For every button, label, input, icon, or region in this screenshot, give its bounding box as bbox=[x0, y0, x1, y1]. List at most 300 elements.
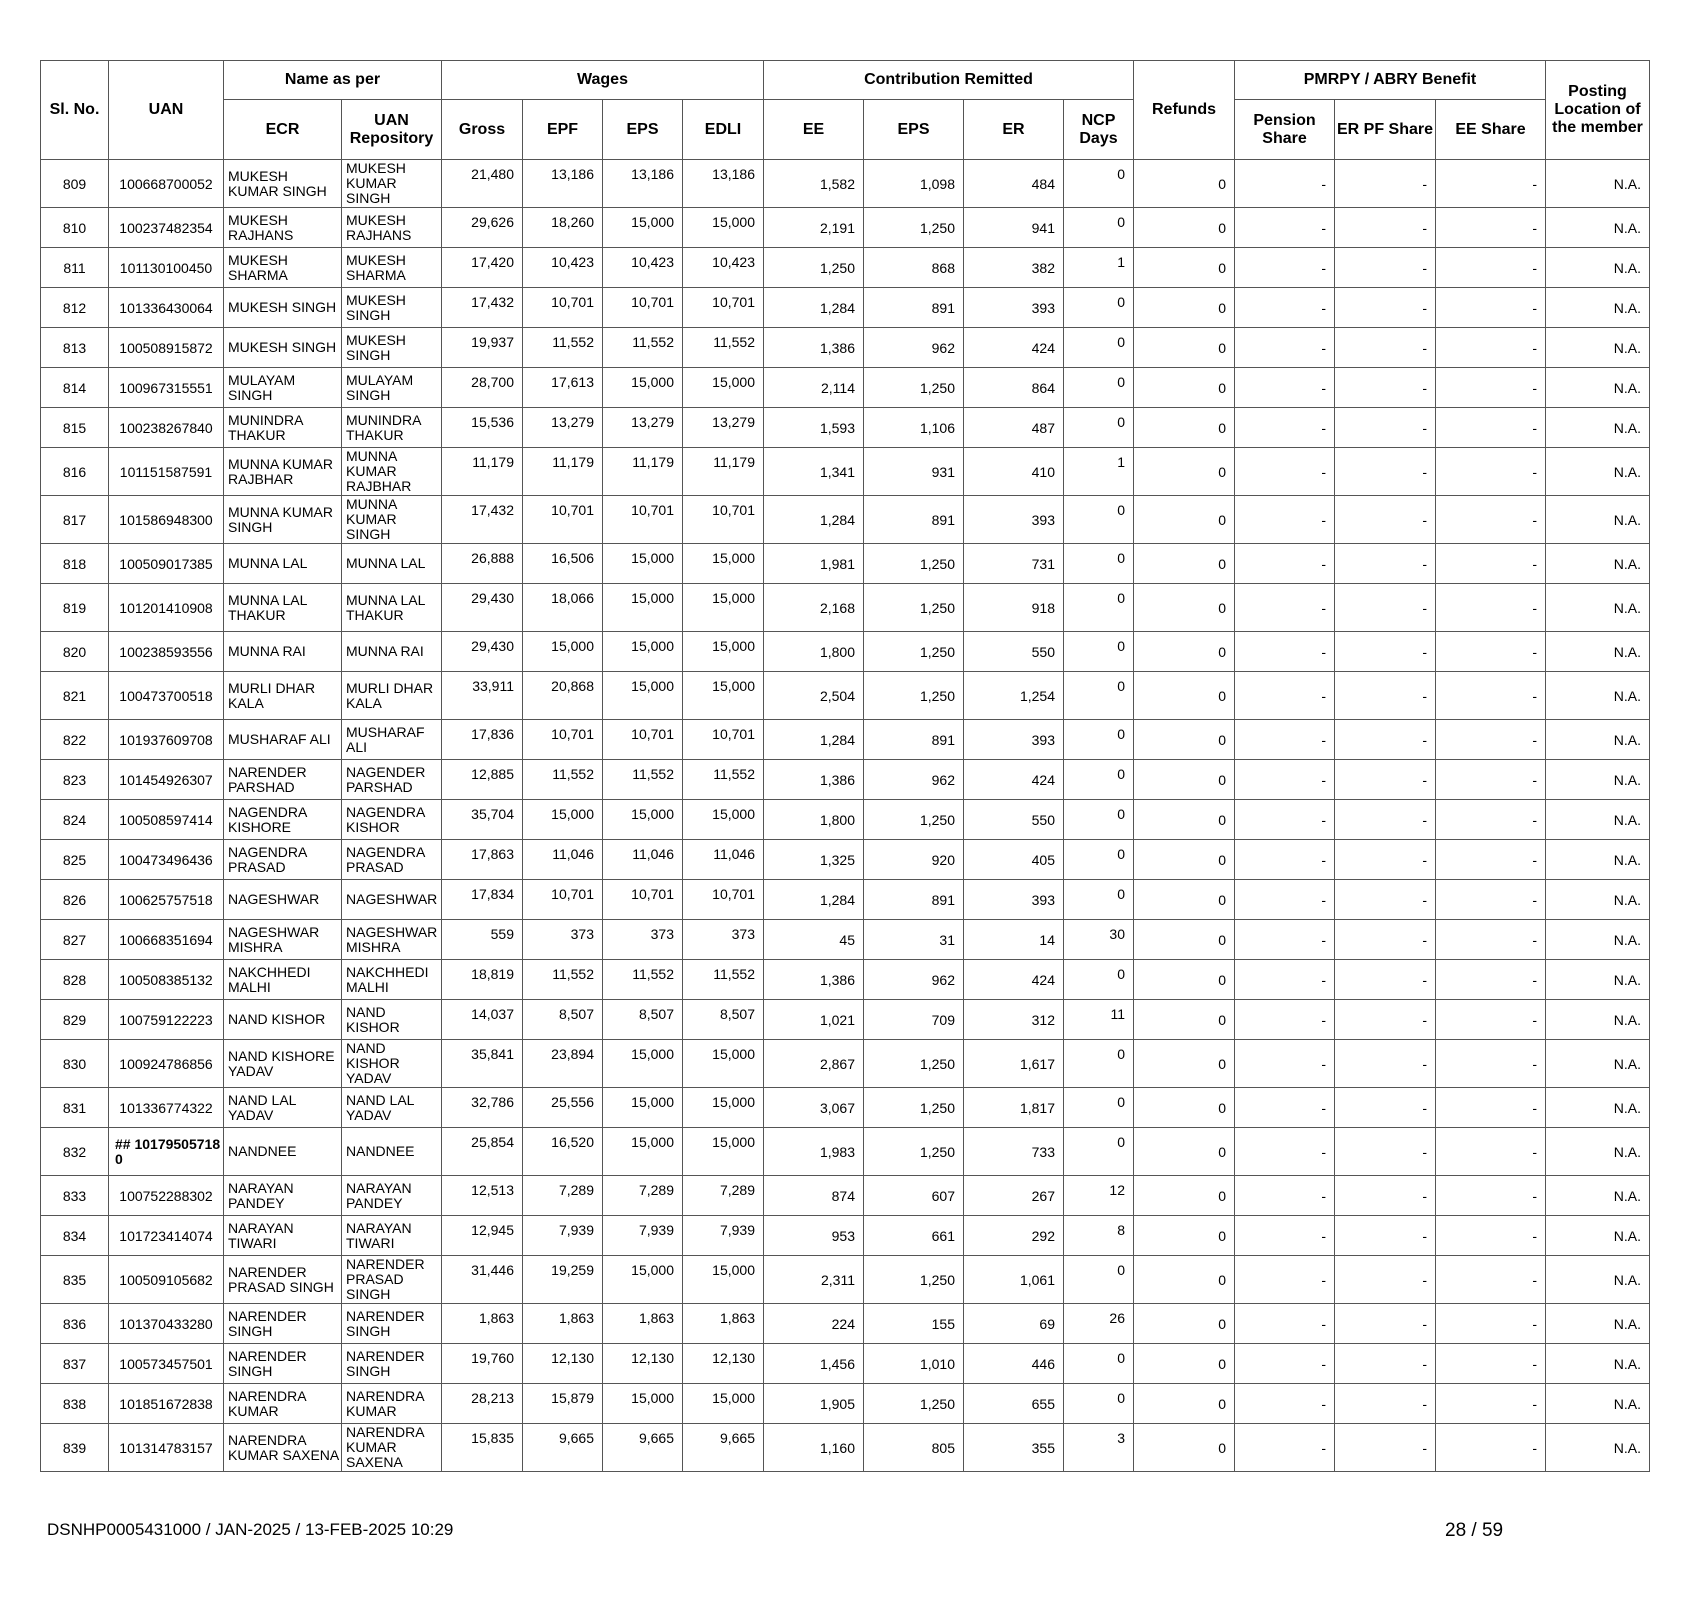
cell-er-pf-share: - bbox=[1335, 920, 1436, 960]
cell-name-uan-repository: MUNNA LAL bbox=[342, 544, 442, 584]
cell-eps-contribution: 1,250 bbox=[864, 1128, 964, 1176]
cell-pension-share: - bbox=[1235, 248, 1335, 288]
cell-sl-no: 831 bbox=[41, 1088, 109, 1128]
cell-name-uan-repository: NARENDRA KUMAR SAXENA bbox=[342, 1424, 442, 1472]
cell-gross: 28,213 bbox=[442, 1384, 523, 1424]
cell-ee-share: - bbox=[1436, 584, 1546, 632]
table-row bbox=[41, 408, 1650, 448]
cell-posting-location: N.A. bbox=[1546, 1344, 1650, 1384]
cell-name-uan-repository: NARAYAN PANDEY bbox=[342, 1176, 442, 1216]
cell-refunds: 0 bbox=[1134, 920, 1235, 960]
cell-name-uan-repository: NAND KISHOR bbox=[342, 1000, 442, 1040]
cell-ee: 2,311 bbox=[764, 1256, 864, 1304]
cell-pension-share: - bbox=[1235, 328, 1335, 368]
cell-pension-share: - bbox=[1235, 1304, 1335, 1344]
cell-refunds: 0 bbox=[1134, 672, 1235, 720]
cell-sl-no: 832 bbox=[41, 1128, 109, 1176]
cell-ee: 1,800 bbox=[764, 800, 864, 840]
cell-pension-share: - bbox=[1235, 920, 1335, 960]
cell-er-pf-share: - bbox=[1335, 632, 1436, 672]
cell-sl-no: 833 bbox=[41, 1176, 109, 1216]
cell-eps-contribution: 962 bbox=[864, 960, 964, 1000]
cell-refunds: 0 bbox=[1134, 408, 1235, 448]
cell-ee: 1,386 bbox=[764, 328, 864, 368]
cell-sl-no: 834 bbox=[41, 1216, 109, 1256]
cell-uan: 101130100450 bbox=[109, 248, 224, 288]
cell-eps: 11,552 bbox=[603, 760, 683, 800]
cell-gross: 17,420 bbox=[442, 248, 523, 288]
cell-uan: 100668700052 bbox=[109, 160, 224, 208]
cell-pension-share: - bbox=[1235, 1128, 1335, 1176]
cell-refunds: 0 bbox=[1134, 1128, 1235, 1176]
cell-eps: 15,000 bbox=[603, 1040, 683, 1088]
cell-gross: 19,760 bbox=[442, 1344, 523, 1384]
cell-edli: 11,179 bbox=[683, 448, 764, 496]
cell-ee-share: - bbox=[1436, 288, 1546, 328]
cell-name-uan-repository: NANDNEE bbox=[342, 1128, 442, 1176]
cell-ee-share: - bbox=[1436, 160, 1546, 208]
cell-er-pf-share: - bbox=[1335, 408, 1436, 448]
cell-ncp-days: 0 bbox=[1064, 760, 1134, 800]
cell-eps-contribution: 1,250 bbox=[864, 208, 964, 248]
header-pension-share: Pension Share bbox=[1235, 100, 1335, 160]
cell-eps: 15,000 bbox=[603, 1128, 683, 1176]
table-row bbox=[41, 1040, 1650, 1088]
cell-ee: 1,456 bbox=[764, 1344, 864, 1384]
cell-er-pf-share: - bbox=[1335, 248, 1436, 288]
cell-eps: 15,000 bbox=[603, 544, 683, 584]
cell-name-ecr: NANDNEE bbox=[224, 1128, 342, 1176]
cell-name-ecr: MUNNA KUMAR SINGH bbox=[224, 496, 342, 544]
cell-posting-location: N.A. bbox=[1546, 720, 1650, 760]
cell-posting-location: N.A. bbox=[1546, 800, 1650, 840]
table-row bbox=[41, 800, 1650, 840]
cell-eps: 11,046 bbox=[603, 840, 683, 880]
cell-pension-share: - bbox=[1235, 1256, 1335, 1304]
cell-sl-no: 812 bbox=[41, 288, 109, 328]
cell-sl-no: 825 bbox=[41, 840, 109, 880]
cell-er-pf-share: - bbox=[1335, 368, 1436, 408]
cell-er-pf-share: - bbox=[1335, 496, 1436, 544]
table-row bbox=[41, 584, 1650, 632]
cell-refunds: 0 bbox=[1134, 1304, 1235, 1344]
cell-pension-share: - bbox=[1235, 672, 1335, 720]
header-er-pf-share: ER PF Share bbox=[1335, 100, 1436, 160]
cell-eps-contribution: 1,250 bbox=[864, 672, 964, 720]
cell-er: 424 bbox=[964, 760, 1064, 800]
cell-refunds: 0 bbox=[1134, 840, 1235, 880]
cell-er-pf-share: - bbox=[1335, 960, 1436, 1000]
cell-ee: 2,114 bbox=[764, 368, 864, 408]
table-row bbox=[41, 1216, 1650, 1256]
cell-gross: 1,863 bbox=[442, 1304, 523, 1344]
cell-name-ecr: NAGENDRA PRASAD bbox=[224, 840, 342, 880]
cell-epf: 10,701 bbox=[523, 880, 603, 920]
table-row bbox=[41, 368, 1650, 408]
cell-gross: 12,945 bbox=[442, 1216, 523, 1256]
cell-name-uan-repository: NARENDER PRASAD SINGH bbox=[342, 1256, 442, 1304]
cell-ee-share: - bbox=[1436, 1344, 1546, 1384]
cell-pension-share: - bbox=[1235, 584, 1335, 632]
cell-pension-share: - bbox=[1235, 544, 1335, 584]
cell-ncp-days: 11 bbox=[1064, 1000, 1134, 1040]
cell-ee-share: - bbox=[1436, 960, 1546, 1000]
cell-ncp-days: 0 bbox=[1064, 1128, 1134, 1176]
cell-edli: 15,000 bbox=[683, 544, 764, 584]
cell-edli: 1,863 bbox=[683, 1304, 764, 1344]
cell-name-ecr: NAND LAL YADAV bbox=[224, 1088, 342, 1128]
cell-name-ecr: NAGESHWAR MISHRA bbox=[224, 920, 342, 960]
cell-eps: 1,863 bbox=[603, 1304, 683, 1344]
cell-ee: 953 bbox=[764, 1216, 864, 1256]
cell-ncp-days: 0 bbox=[1064, 1256, 1134, 1304]
cell-ncp-days: 30 bbox=[1064, 920, 1134, 960]
cell-eps-contribution: 1,250 bbox=[864, 1088, 964, 1128]
cell-refunds: 0 bbox=[1134, 328, 1235, 368]
cell-er: 393 bbox=[964, 880, 1064, 920]
cell-epf: 15,000 bbox=[523, 800, 603, 840]
cell-pension-share: - bbox=[1235, 960, 1335, 1000]
cell-gross: 19,937 bbox=[442, 328, 523, 368]
cell-sl-no: 829 bbox=[41, 1000, 109, 1040]
cell-ee: 1,021 bbox=[764, 1000, 864, 1040]
cell-er-pf-share: - bbox=[1335, 720, 1436, 760]
cell-pension-share: - bbox=[1235, 800, 1335, 840]
cell-epf: 20,868 bbox=[523, 672, 603, 720]
cell-sl-no: 823 bbox=[41, 760, 109, 800]
cell-posting-location: N.A. bbox=[1546, 1256, 1650, 1304]
cell-name-ecr: NAGENDRA KISHORE bbox=[224, 800, 342, 840]
cell-name-ecr: NAND KISHORE YADAV bbox=[224, 1040, 342, 1088]
header-contribution-remitted: Contribution Remitted bbox=[764, 61, 1134, 100]
cell-sl-no: 835 bbox=[41, 1256, 109, 1304]
header-gross: Gross bbox=[442, 100, 523, 160]
cell-posting-location: N.A. bbox=[1546, 248, 1650, 288]
table-row bbox=[41, 880, 1650, 920]
cell-name-uan-repository: NAGENDRA PRASAD bbox=[342, 840, 442, 880]
table-body bbox=[41, 160, 1650, 1472]
cell-ee-share: - bbox=[1436, 408, 1546, 448]
cell-eps-contribution: 31 bbox=[864, 920, 964, 960]
cell-pension-share: - bbox=[1235, 1000, 1335, 1040]
cell-ncp-days: 0 bbox=[1064, 368, 1134, 408]
cell-ncp-days: 0 bbox=[1064, 1040, 1134, 1088]
cell-name-uan-repository: NARENDER SINGH bbox=[342, 1304, 442, 1344]
cell-name-uan-repository: NAKCHHEDI MALHI bbox=[342, 960, 442, 1000]
cell-er-pf-share: - bbox=[1335, 1304, 1436, 1344]
header-sl-no: Sl. No. bbox=[41, 61, 109, 160]
cell-eps-contribution: 962 bbox=[864, 760, 964, 800]
cell-er: 410 bbox=[964, 448, 1064, 496]
cell-er-pf-share: - bbox=[1335, 328, 1436, 368]
cell-name-ecr: MUNINDRA THAKUR bbox=[224, 408, 342, 448]
cell-ee: 45 bbox=[764, 920, 864, 960]
cell-name-ecr: NARENDRA KUMAR SAXENA bbox=[224, 1424, 342, 1472]
cell-ee: 1,386 bbox=[764, 760, 864, 800]
cell-gross: 12,513 bbox=[442, 1176, 523, 1216]
table-row bbox=[41, 672, 1650, 720]
cell-refunds: 0 bbox=[1134, 1000, 1235, 1040]
header-eps: EPS bbox=[603, 100, 683, 160]
cell-pension-share: - bbox=[1235, 448, 1335, 496]
cell-posting-location: N.A. bbox=[1546, 1000, 1650, 1040]
cell-posting-location: N.A. bbox=[1546, 496, 1650, 544]
cell-ee: 1,325 bbox=[764, 840, 864, 880]
cell-er: 424 bbox=[964, 960, 1064, 1000]
cell-ee-share: - bbox=[1436, 1384, 1546, 1424]
cell-edli: 13,186 bbox=[683, 160, 764, 208]
cell-name-ecr: MUKESH SINGH bbox=[224, 328, 342, 368]
table-row bbox=[41, 720, 1650, 760]
cell-er: 292 bbox=[964, 1216, 1064, 1256]
cell-er-pf-share: - bbox=[1335, 1000, 1436, 1040]
cell-pension-share: - bbox=[1235, 160, 1335, 208]
cell-edli: 10,701 bbox=[683, 496, 764, 544]
header-name-as-per: Name as per bbox=[224, 61, 442, 100]
cell-epf: 13,279 bbox=[523, 408, 603, 448]
header-pmrpy-abry: PMRPY / ABRY Benefit bbox=[1235, 61, 1546, 100]
cell-gross: 29,430 bbox=[442, 584, 523, 632]
table-row bbox=[41, 1384, 1650, 1424]
cell-pension-share: - bbox=[1235, 288, 1335, 328]
cell-posting-location: N.A. bbox=[1546, 288, 1650, 328]
cell-posting-location: N.A. bbox=[1546, 840, 1650, 880]
cell-edli: 10,701 bbox=[683, 720, 764, 760]
cell-epf: 7,939 bbox=[523, 1216, 603, 1256]
cell-ee-share: - bbox=[1436, 880, 1546, 920]
cell-posting-location: N.A. bbox=[1546, 632, 1650, 672]
cell-ncp-days: 0 bbox=[1064, 544, 1134, 584]
cell-name-uan-repository: MUKESH KUMAR SINGH bbox=[342, 160, 442, 208]
cell-gross: 33,911 bbox=[442, 672, 523, 720]
table-row bbox=[41, 1000, 1650, 1040]
cell-eps: 11,552 bbox=[603, 960, 683, 1000]
cell-gross: 14,037 bbox=[442, 1000, 523, 1040]
cell-uan: 100759122223 bbox=[109, 1000, 224, 1040]
cell-ee: 2,168 bbox=[764, 584, 864, 632]
cell-er-pf-share: - bbox=[1335, 1256, 1436, 1304]
cell-eps-contribution: 962 bbox=[864, 328, 964, 368]
cell-posting-location: N.A. bbox=[1546, 448, 1650, 496]
cell-pension-share: - bbox=[1235, 1088, 1335, 1128]
cell-uan: 101314783157 bbox=[109, 1424, 224, 1472]
cell-ee-share: - bbox=[1436, 840, 1546, 880]
cell-er-pf-share: - bbox=[1335, 1216, 1436, 1256]
cell-eps-contribution: 920 bbox=[864, 840, 964, 880]
cell-name-uan-repository: MURLI DHAR KALA bbox=[342, 672, 442, 720]
cell-epf: 16,520 bbox=[523, 1128, 603, 1176]
cell-ee: 1,341 bbox=[764, 448, 864, 496]
table-row bbox=[41, 1344, 1650, 1384]
cell-gross: 26,888 bbox=[442, 544, 523, 584]
cell-ee: 2,867 bbox=[764, 1040, 864, 1088]
cell-uan: 101201410908 bbox=[109, 584, 224, 632]
header-er: ER bbox=[964, 100, 1064, 160]
cell-sl-no: 837 bbox=[41, 1344, 109, 1384]
cell-ncp-days: 0 bbox=[1064, 1088, 1134, 1128]
cell-uan: 100668351694 bbox=[109, 920, 224, 960]
cell-refunds: 0 bbox=[1134, 1216, 1235, 1256]
cell-uan: 101937609708 bbox=[109, 720, 224, 760]
cell-er: 1,617 bbox=[964, 1040, 1064, 1088]
cell-posting-location: N.A. bbox=[1546, 160, 1650, 208]
cell-ee-share: - bbox=[1436, 1000, 1546, 1040]
cell-uan: 100967315551 bbox=[109, 368, 224, 408]
cell-eps: 15,000 bbox=[603, 208, 683, 248]
cell-gross: 11,179 bbox=[442, 448, 523, 496]
cell-eps: 10,701 bbox=[603, 496, 683, 544]
cell-ee: 1,593 bbox=[764, 408, 864, 448]
cell-epf: 10,701 bbox=[523, 288, 603, 328]
header-wages: Wages bbox=[442, 61, 764, 100]
cell-ee: 1,284 bbox=[764, 496, 864, 544]
cell-ncp-days: 8 bbox=[1064, 1216, 1134, 1256]
cell-refunds: 0 bbox=[1134, 632, 1235, 672]
cell-refunds: 0 bbox=[1134, 1256, 1235, 1304]
cell-ncp-days: 0 bbox=[1064, 408, 1134, 448]
cell-er-pf-share: - bbox=[1335, 448, 1436, 496]
cell-posting-location: N.A. bbox=[1546, 328, 1650, 368]
cell-gross: 15,835 bbox=[442, 1424, 523, 1472]
cell-eps-contribution: 891 bbox=[864, 288, 964, 328]
cell-er: 312 bbox=[964, 1000, 1064, 1040]
cell-refunds: 0 bbox=[1134, 800, 1235, 840]
cell-gross: 35,704 bbox=[442, 800, 523, 840]
cell-gross: 25,854 bbox=[442, 1128, 523, 1176]
cell-eps-contribution: 868 bbox=[864, 248, 964, 288]
cell-gross: 15,536 bbox=[442, 408, 523, 448]
cell-name-ecr: MUNNA LAL bbox=[224, 544, 342, 584]
cell-name-uan-repository: MUKESH SHARMA bbox=[342, 248, 442, 288]
cell-eps-contribution: 1,250 bbox=[864, 1384, 964, 1424]
cell-gross: 559 bbox=[442, 920, 523, 960]
cell-epf: 10,701 bbox=[523, 496, 603, 544]
cell-pension-share: - bbox=[1235, 760, 1335, 800]
table-row bbox=[41, 208, 1650, 248]
cell-ncp-days: 0 bbox=[1064, 1384, 1134, 1424]
cell-uan: 101454926307 bbox=[109, 760, 224, 800]
cell-uan: 100473700518 bbox=[109, 672, 224, 720]
cell-eps: 7,939 bbox=[603, 1216, 683, 1256]
cell-eps: 12,130 bbox=[603, 1344, 683, 1384]
cell-refunds: 0 bbox=[1134, 448, 1235, 496]
cell-name-ecr: MUNNA RAI bbox=[224, 632, 342, 672]
cell-ee: 1,582 bbox=[764, 160, 864, 208]
cell-sl-no: 814 bbox=[41, 368, 109, 408]
cell-er-pf-share: - bbox=[1335, 1040, 1436, 1088]
cell-edli: 11,552 bbox=[683, 760, 764, 800]
cell-ncp-days: 0 bbox=[1064, 208, 1134, 248]
cell-ee: 1,800 bbox=[764, 632, 864, 672]
cell-epf: 10,423 bbox=[523, 248, 603, 288]
table-row bbox=[41, 448, 1650, 496]
cell-edli: 15,000 bbox=[683, 1256, 764, 1304]
cell-edli: 15,000 bbox=[683, 1088, 764, 1128]
cell-ee-share: - bbox=[1436, 1216, 1546, 1256]
cell-edli: 15,000 bbox=[683, 1128, 764, 1176]
cell-eps-contribution: 1,250 bbox=[864, 800, 964, 840]
cell-ee: 1,983 bbox=[764, 1128, 864, 1176]
cell-name-ecr: NARENDER SINGH bbox=[224, 1344, 342, 1384]
cell-epf: 11,552 bbox=[523, 960, 603, 1000]
cell-ee: 1,981 bbox=[764, 544, 864, 584]
cell-sl-no: 813 bbox=[41, 328, 109, 368]
cell-posting-location: N.A. bbox=[1546, 544, 1650, 584]
cell-name-ecr: MUKESH SINGH bbox=[224, 288, 342, 328]
cell-ee-share: - bbox=[1436, 448, 1546, 496]
cell-eps: 15,000 bbox=[603, 1384, 683, 1424]
cell-er-pf-share: - bbox=[1335, 672, 1436, 720]
cell-edli: 373 bbox=[683, 920, 764, 960]
cell-edli: 11,046 bbox=[683, 840, 764, 880]
cell-eps: 15,000 bbox=[603, 1088, 683, 1128]
cell-eps-contribution: 607 bbox=[864, 1176, 964, 1216]
cell-name-uan-repository: MULAYAM SINGH bbox=[342, 368, 442, 408]
cell-er: 393 bbox=[964, 288, 1064, 328]
header-refunds: Refunds bbox=[1134, 61, 1235, 160]
cell-ee-share: - bbox=[1436, 672, 1546, 720]
cell-gross: 31,446 bbox=[442, 1256, 523, 1304]
cell-ee-share: - bbox=[1436, 208, 1546, 248]
cell-ncp-days: 0 bbox=[1064, 328, 1134, 368]
cell-ee: 1,386 bbox=[764, 960, 864, 1000]
cell-eps-contribution: 155 bbox=[864, 1304, 964, 1344]
cell-name-uan-repository: NAGESHWAR MISHRA bbox=[342, 920, 442, 960]
cell-epf: 1,863 bbox=[523, 1304, 603, 1344]
cell-posting-location: N.A. bbox=[1546, 960, 1650, 1000]
cell-eps: 7,289 bbox=[603, 1176, 683, 1216]
cell-edli: 15,000 bbox=[683, 632, 764, 672]
cell-eps-contribution: 661 bbox=[864, 1216, 964, 1256]
cell-sl-no: 816 bbox=[41, 448, 109, 496]
cell-name-uan-repository: NARENDRA KUMAR bbox=[342, 1384, 442, 1424]
cell-epf: 9,665 bbox=[523, 1424, 603, 1472]
cell-er-pf-share: - bbox=[1335, 160, 1436, 208]
cell-eps: 15,000 bbox=[603, 672, 683, 720]
cell-refunds: 0 bbox=[1134, 496, 1235, 544]
cell-sl-no: 811 bbox=[41, 248, 109, 288]
cell-name-ecr: NARENDER SINGH bbox=[224, 1304, 342, 1344]
cell-sl-no: 822 bbox=[41, 720, 109, 760]
cell-ncp-days: 0 bbox=[1064, 160, 1134, 208]
cell-name-uan-repository: MUKESH RAJHANS bbox=[342, 208, 442, 248]
cell-edli: 15,000 bbox=[683, 672, 764, 720]
cell-epf: 15,000 bbox=[523, 632, 603, 672]
cell-eps-contribution: 1,250 bbox=[864, 368, 964, 408]
cell-ee-share: - bbox=[1436, 632, 1546, 672]
cell-uan: 101370433280 bbox=[109, 1304, 224, 1344]
cell-name-ecr: NARENDER PRASAD SINGH bbox=[224, 1256, 342, 1304]
cell-eps-contribution: 709 bbox=[864, 1000, 964, 1040]
cell-eps: 15,000 bbox=[603, 584, 683, 632]
cell-eps: 10,701 bbox=[603, 288, 683, 328]
cell-name-ecr: MUNNA LAL THAKUR bbox=[224, 584, 342, 632]
cell-er-pf-share: - bbox=[1335, 880, 1436, 920]
cell-uan: 100238593556 bbox=[109, 632, 224, 672]
cell-eps-contribution: 931 bbox=[864, 448, 964, 496]
cell-sl-no: 821 bbox=[41, 672, 109, 720]
cell-edli: 11,552 bbox=[683, 328, 764, 368]
header-ncp-days: NCP Days bbox=[1064, 100, 1134, 160]
cell-er: 1,061 bbox=[964, 1256, 1064, 1304]
cell-refunds: 0 bbox=[1134, 160, 1235, 208]
cell-uan: 100625757518 bbox=[109, 880, 224, 920]
cell-ncp-days: 3 bbox=[1064, 1424, 1134, 1472]
cell-eps-contribution: 891 bbox=[864, 496, 964, 544]
cell-ee: 1,905 bbox=[764, 1384, 864, 1424]
cell-sl-no: 826 bbox=[41, 880, 109, 920]
cell-epf: 11,552 bbox=[523, 328, 603, 368]
